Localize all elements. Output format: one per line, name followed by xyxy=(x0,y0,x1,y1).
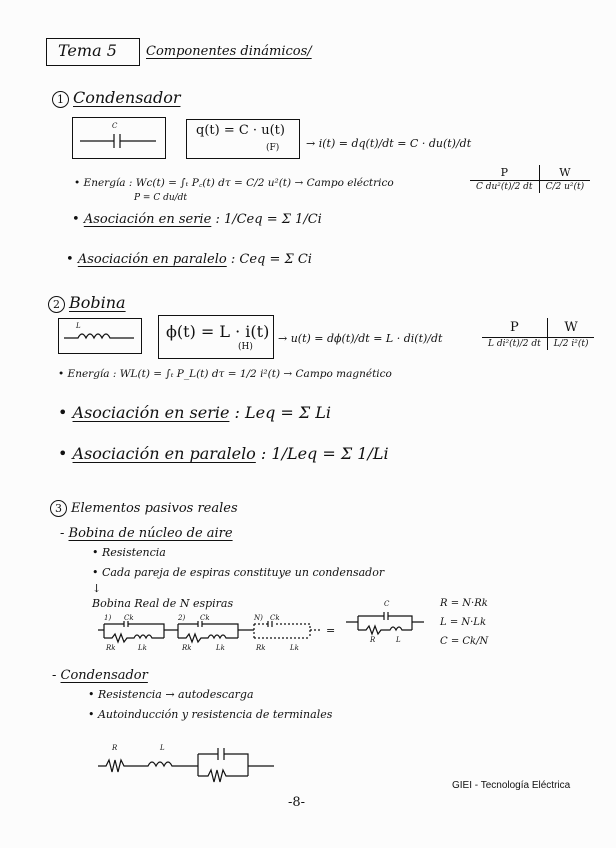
header-subtitle: Componentes dinámicos/ xyxy=(146,44,312,59)
table-w-value: C/2 u²(t) xyxy=(539,181,590,194)
node2-label: 2) xyxy=(178,614,186,622)
ck-label-1: Ck xyxy=(124,614,134,622)
real-capacitor: - Condensador xyxy=(52,668,148,683)
inductor-energy: • Energía : WL(t) = ∫ₜ P_L(t) dτ = 1/2 i²(t) → Campo magnético xyxy=(58,368,392,380)
terminal-l-label: L xyxy=(160,744,165,752)
inductor-series: • Asociación en serie : Leq = Σ Li xyxy=(58,403,332,422)
parallel2-equation: : 1/Leq = Σ 1/Li xyxy=(260,444,389,463)
series2-equation: : Leq = Σ Li xyxy=(234,403,332,422)
flux-unit: (H) xyxy=(238,342,253,352)
inductor-power-table xyxy=(482,318,594,350)
equals-sign: = xyxy=(326,624,336,637)
table2-w-value: L/2 i²(t) xyxy=(547,338,594,351)
table2-w-header: W xyxy=(547,318,594,338)
section-2-heading xyxy=(48,293,126,313)
course-footer: GIEI - Tecnología Eléctrica xyxy=(452,780,571,791)
eq-c-label: C xyxy=(384,600,390,608)
rk-label-3: Rk xyxy=(256,644,266,652)
coil-capacitance: • Cada pareja de espiras constituye un condensador xyxy=(92,566,385,579)
table2-p-header: P xyxy=(482,318,547,338)
inductor-label: L xyxy=(76,322,81,330)
inductor-parallel: • Asociación en paralelo : 1/Leq = Σ 1/Li xyxy=(58,444,389,463)
section-3-number: 3 xyxy=(50,500,67,517)
arrow-down-icon: ↓ xyxy=(92,582,102,595)
rk-label-1: Rk xyxy=(106,644,116,652)
capacitor-power-formula: P = C du/dt xyxy=(134,193,188,203)
parallel-equation: : Ceq = Σ Ci xyxy=(230,252,312,267)
capacitor-terminals: • Autoinducción y resistencia de terminales xyxy=(88,708,333,721)
section-2-number: 2 xyxy=(48,296,65,313)
capacitor-parallel: • Asociación en paralelo : Ceq = Σ Ci xyxy=(66,252,312,267)
air-core-coil: - Bobina de núcleo de aire xyxy=(60,526,233,541)
lk-label-1: Lk xyxy=(138,644,147,652)
charge-unit: (F) xyxy=(266,143,280,153)
lk-label-2: Lk xyxy=(216,644,225,652)
series2-label: Asociación en serie xyxy=(72,403,230,422)
formula-l: L = N·Lk xyxy=(440,617,487,628)
terminal-r-label: R xyxy=(112,744,118,752)
lk-label-3: Lk xyxy=(290,644,299,652)
capacitor-selfdischarge: • Resistencia → autodescarga xyxy=(88,688,254,701)
voltage-equation: → u(t) = dϕ(t)/dt = L · di(t)/dt xyxy=(278,332,443,345)
section-3-heading xyxy=(50,500,238,517)
charge-formula: q(t) = C · u(t) xyxy=(196,123,285,138)
section-1-title: Condensador xyxy=(73,88,181,107)
table-p-header: P xyxy=(470,165,539,181)
section-1-heading xyxy=(52,88,180,108)
real-coil-circuit xyxy=(98,612,328,652)
table-p-value: C du²(t)/2 dt xyxy=(476,182,533,192)
real-capacitor-title: Condensador xyxy=(60,668,148,683)
parallel-label: Asociación en paralelo xyxy=(77,252,227,267)
inductor-symbol xyxy=(58,318,140,352)
formula-r: R = N·Rk xyxy=(440,598,488,609)
table-w-header: W xyxy=(539,165,590,181)
capacitor-energy: • Energía : Wc(t) = ∫ₜ P꜀(t) dτ = C/2 u²(t) → Campo eléctrico xyxy=(74,177,394,189)
section-1-number: 1 xyxy=(52,91,69,108)
ck-label-3: Ck xyxy=(270,614,280,622)
section-3-title: Elementos pasivos reales xyxy=(71,501,238,516)
real-capacitor-circuit xyxy=(98,738,288,788)
series-label: Asociación en serie xyxy=(83,212,212,227)
ck-label-2: Ck xyxy=(200,614,210,622)
table2-p-value: L di²(t)/2 dt xyxy=(488,339,541,349)
air-core-coil-title: Bobina de núcleo de aire xyxy=(68,526,233,541)
capacitor-series: • Asociación en serie : 1/Ceq = Σ 1/Ci xyxy=(72,212,322,227)
flux-formula: ϕ(t) = L · i(t) xyxy=(166,322,270,341)
capacitor-symbol xyxy=(72,117,164,157)
capacitor-power-table xyxy=(470,165,590,193)
rk-label-2: Rk xyxy=(182,644,192,652)
page-number: -8- xyxy=(288,795,306,810)
series-equation: : 1/Ceq = Σ 1/Ci xyxy=(215,212,322,227)
eq-r-label: R xyxy=(370,636,376,644)
equivalent-circuit xyxy=(346,598,426,642)
eq-l-label: L xyxy=(396,636,401,644)
coil-resistance: • Resistencia xyxy=(92,546,166,559)
node1-label: 1) xyxy=(104,614,112,622)
tema-label: Tema 5 xyxy=(58,41,117,60)
current-equation: → i(t) = dq(t)/dt = C · du(t)/dt xyxy=(306,137,472,150)
section-2-title: Bobina xyxy=(69,293,126,312)
parallel2-label: Asociación en paralelo xyxy=(72,444,256,463)
formula-c: C = Ck/N xyxy=(440,636,489,647)
real-coil-label: Bobina Real de N espiras xyxy=(92,597,234,610)
capacitor-label: C xyxy=(112,122,118,130)
node3-label: N) xyxy=(254,614,263,622)
